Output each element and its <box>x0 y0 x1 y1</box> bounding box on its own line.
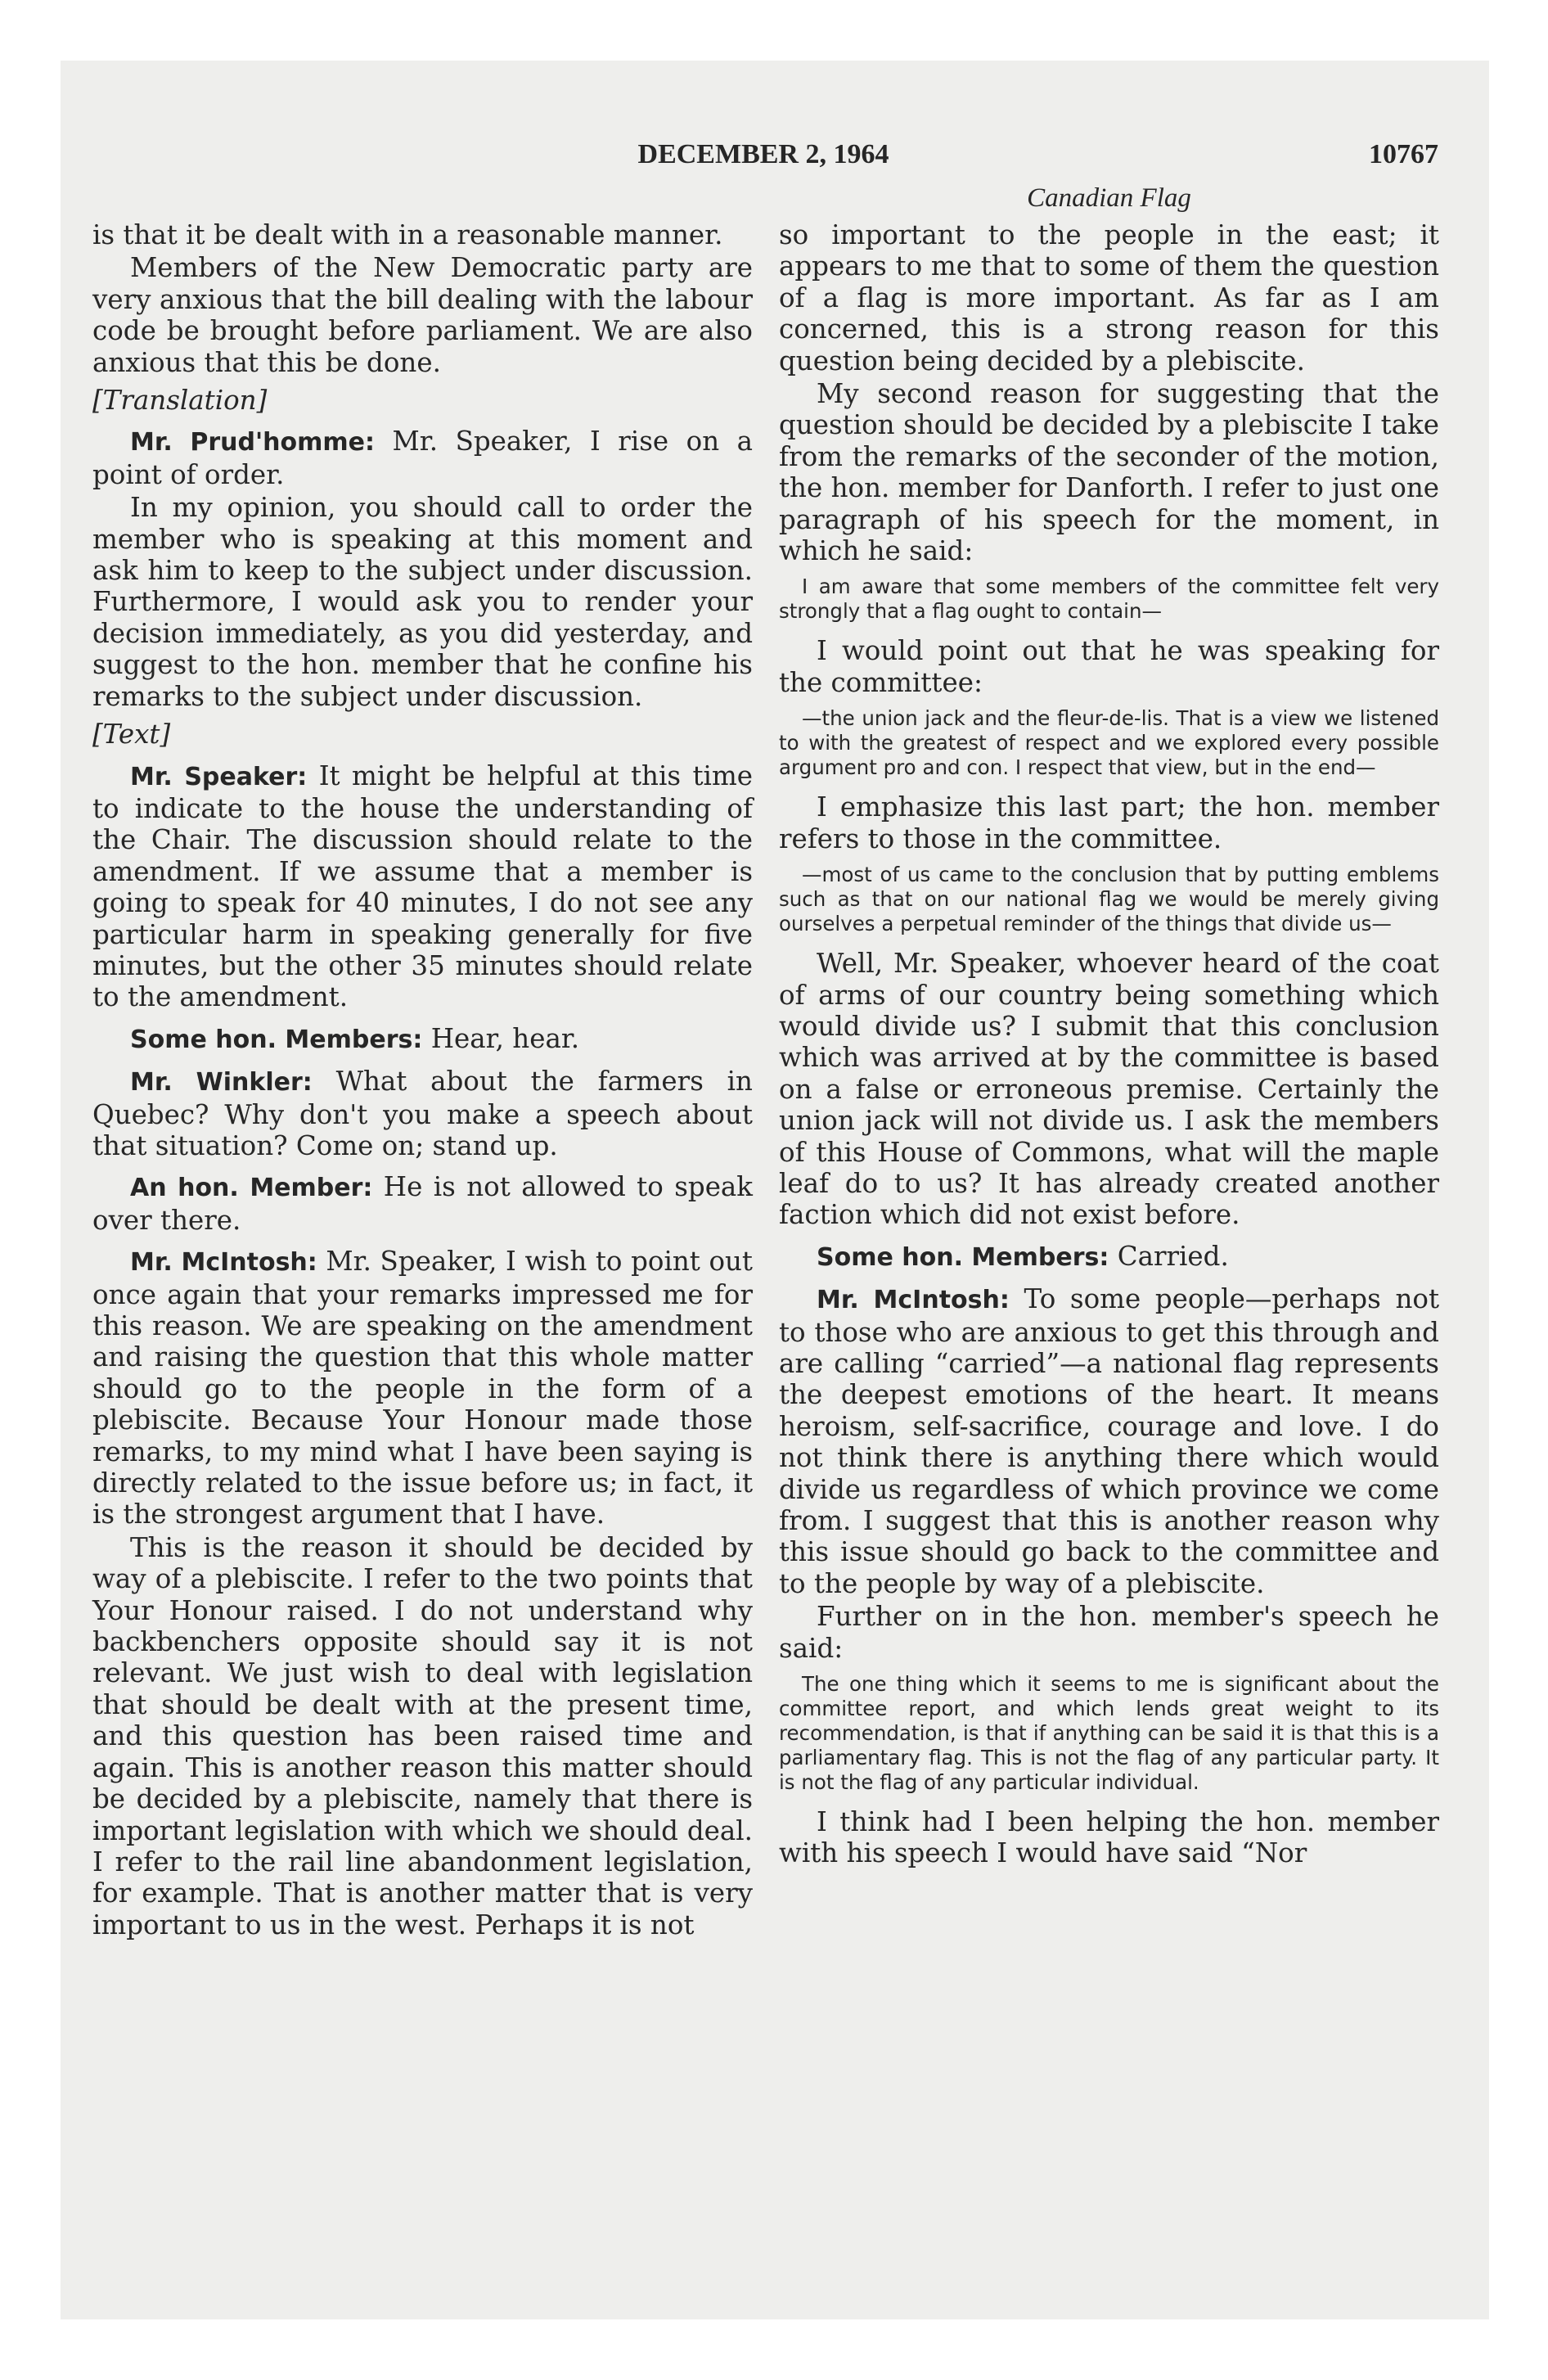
speaker-name: Some hon. Members: <box>817 1242 1109 1272</box>
right-column <box>779 182 1439 1871</box>
speaker-name: Mr. Speaker: <box>130 762 308 791</box>
speech-text: It might be helpful at this time to indicate to the house the understanding of the Chair. The discussion should relate to the amendment. If we assume that a member is going to speak for 40 minutes, I do not see any particular harm in speaking generally for five minutes, but the other 35 minutes should relate to the amendment. <box>92 760 753 1013</box>
paragraph: In my opinion, you should call to order the member who is speaking at this moment and ask him to keep to the subject under discussion. Furthermore, I would ask you to render your decision immediately, as you did yesterday, and suggest to the hon. member that he confine his remarks to the subject under discussion. <box>92 492 753 712</box>
text-label: [Text] <box>92 719 171 751</box>
speech-text: Carried. <box>1109 1240 1229 1272</box>
header-date: DECEMBER 2, 1964 <box>637 139 889 169</box>
header-page-number: 10767 <box>1369 139 1438 169</box>
speech-paragraph <box>92 760 753 1013</box>
speaker-name: Some hon. Members: <box>130 1025 423 1054</box>
speech-text: He is not allowed to speak over there. <box>92 1171 753 1236</box>
speaker-name: Mr. Winkler: <box>130 1068 313 1098</box>
speech-text: Hear, hear. <box>422 1022 580 1054</box>
page-header <box>88 139 1438 180</box>
block-quote: —the union jack and the fleur-de-lis. That is a view we listened to with the greatest of respect and we explored every possible argument pro and con. I respect that view, but in the end— <box>779 706 1439 780</box>
left-column <box>92 219 753 1942</box>
speech-paragraph <box>779 1283 1439 1599</box>
running-title: Canadian Flag <box>1027 183 1191 213</box>
speech-paragraph <box>779 1241 1439 1273</box>
speech-paragraph <box>92 1246 753 1530</box>
speech-paragraph <box>92 1023 753 1056</box>
speech-text: Mr. Speaker, I wish to point out once again that your remarks impressed me for this reason. We are speaking on the amendment and raising the question that this whole matter should go to the people in the form of a plebiscite. Because Your Honour made those remarks, to my mind what I have been saying is directly related to the issue before us; in fact, it is the strongest argument that I have. <box>92 1246 753 1530</box>
block-quote: The one thing which it seems to me is significant about the committee report, and which lends great weight to its recommendation, is that if anything can be said it is that this is a parliamentary flag. This is not the flag of any particular party. It is not the flag of any particular individual. <box>779 1672 1439 1795</box>
paragraph: I think had I been helping the hon. member with his speech I would have said “Nor <box>779 1806 1439 1869</box>
speaker-name: Mr. McIntosh: <box>817 1286 1010 1315</box>
paragraph: is that it be dealt with in a reasonable manner. <box>92 219 723 250</box>
speech-text: Mr. Speaker, I rise on a point of order. <box>92 426 754 490</box>
speech-text: To some people—perhaps not to those who are anxious to get this through and are calling “carried”—a national flag represents the deepest emotions of the heart. It means heroism, self-sacrifice, courage and love. I do not think there is anything there which would divide us regardless of which province we come from. I suggest that this is another reason why this issue should go back to the committee and to the people by way of a plebiscite. <box>779 1283 1439 1599</box>
speaker-name: Mr. McIntosh: <box>130 1248 317 1278</box>
paragraph: This is the reason it should be decided by way of a plebiscite. I refer to the two points that Your Honour raised. I do not understand why backbenchers opposite should say it is not relevant. We just wish to deal with legislation that should be dealt with at the present time, and this question has been raised time and again. This is another reason this matter should be decided by a plebiscite, namely that there is important legislation with which we should deal. I refer to the rail line abandonment legislation, for example. That is another matter that is very important to us in the west. Perhaps it is not <box>92 1531 753 1941</box>
speech-text: What about the farmers in Quebec? Why don't you make a speech about that situation? Come on; stand up. <box>92 1066 753 1161</box>
paragraph: I would point out that he was speaking for the committee: <box>779 635 1439 698</box>
paragraph: Well, Mr. Speaker, whoever heard of the coat of arms of our country being something which would divide us? I submit that this conclusion which was arrived at by the committee is based on a false or erroneous premise. Certainly the union jack will not divide us. I ask the members of this House of Commons, what will the maple leaf do to us? It has already created another faction which did not exist before. <box>779 948 1439 1231</box>
speech-paragraph <box>92 1066 753 1161</box>
paragraph: Further on in the hon. member's speech he said: <box>779 1601 1439 1664</box>
speaker-name: An hon. Member: <box>130 1174 373 1203</box>
block-quote: —most of us came to the conclusion that by putting emblems such as that on our national flag we would be merely giving ourselves a perpetual reminder of the things that divide us— <box>779 863 1439 936</box>
speech-paragraph <box>92 1171 753 1236</box>
speech-paragraph <box>92 426 753 490</box>
paragraph: Members of the New Democratic party are very anxious that the bill dealing with the labour code be brought before parliament. We are also anxious that this be done. <box>92 252 753 378</box>
speaker-name: Mr. Prud'homme: <box>130 428 376 458</box>
translation-label: [Translation] <box>92 385 268 417</box>
paragraph: My second reason for suggesting that the question should be decided by a plebiscite I take from the remarks of the seconder of the motion, the hon. member for Danforth. I refer to just one paragraph of his speech for the moment, in which he said: <box>779 378 1439 567</box>
paragraph: so important to the people in the east; it appears to me that to some of them the question of a flag is more important. As far as I am concerned, this is a strong reason for this question being decided by a plebiscite. <box>779 219 1439 376</box>
block-quote: I am aware that some members of the committee felt very strongly that a flag ought to contain— <box>779 575 1439 624</box>
paragraph: I emphasize this last part; the hon. member refers to those in the committee. <box>779 791 1439 854</box>
